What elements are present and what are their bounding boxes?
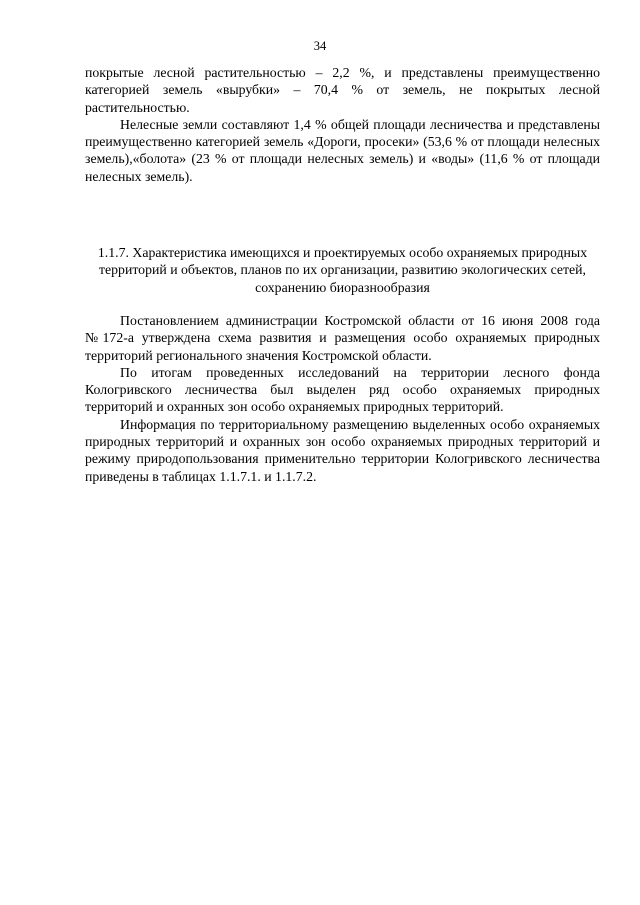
text-block-top	[85, 64, 600, 185]
paragraph-resolution: Постановлением администрации Костромской области от 16 июня 2008 года №172-а утверждена схема развития и размещения особо охраняемых природных территорий регионального значения Костромской области.	[85, 313, 600, 363]
paragraph-nonforest-lands: Нелесные земли составляют 1,4 % общей площади лесничества и представлены преимущественно категорией земель «Дороги, просеки» (53,6 % от площади нелесных земель),«болота» (23 % от площади нелесных земель) и «воды» (11,6 % от площади нелесных земель).	[85, 116, 600, 184]
section-heading: 1.1.7. Характеристика имеющихся и проектируемых особо охраняемых природных территорий и объектов, планов по их организации, развитию экологических сетей, сохранению биоразнообразия	[97, 245, 588, 295]
paragraph-information-tables: Информация по территориальному размещению выделенных особо охраняемых природных территорий и охранных зон особо охраняемых природных территорий и режиму природопользования применительно территории Кологривского лесничества приведены в таблицах 1.1.7.1. и 1.1.7.2.	[85, 416, 600, 484]
text-block-bottom	[85, 312, 600, 485]
paragraph-continuation: покрытые лесной растительностью – 2,2 %, и представлены преимущественно категорией земель «вырубки» – 70,4 % от земель, не покрытых лесной растительностью.	[85, 65, 600, 115]
paragraph-research-results: По итогам проведенных исследований на территории лесного фонда Кологривского лесничества был выделен ряд особо охраняемых природных территорий и охранных зон особо охраняемых природных территорий.	[85, 364, 600, 415]
page-number: 34	[313, 39, 327, 53]
